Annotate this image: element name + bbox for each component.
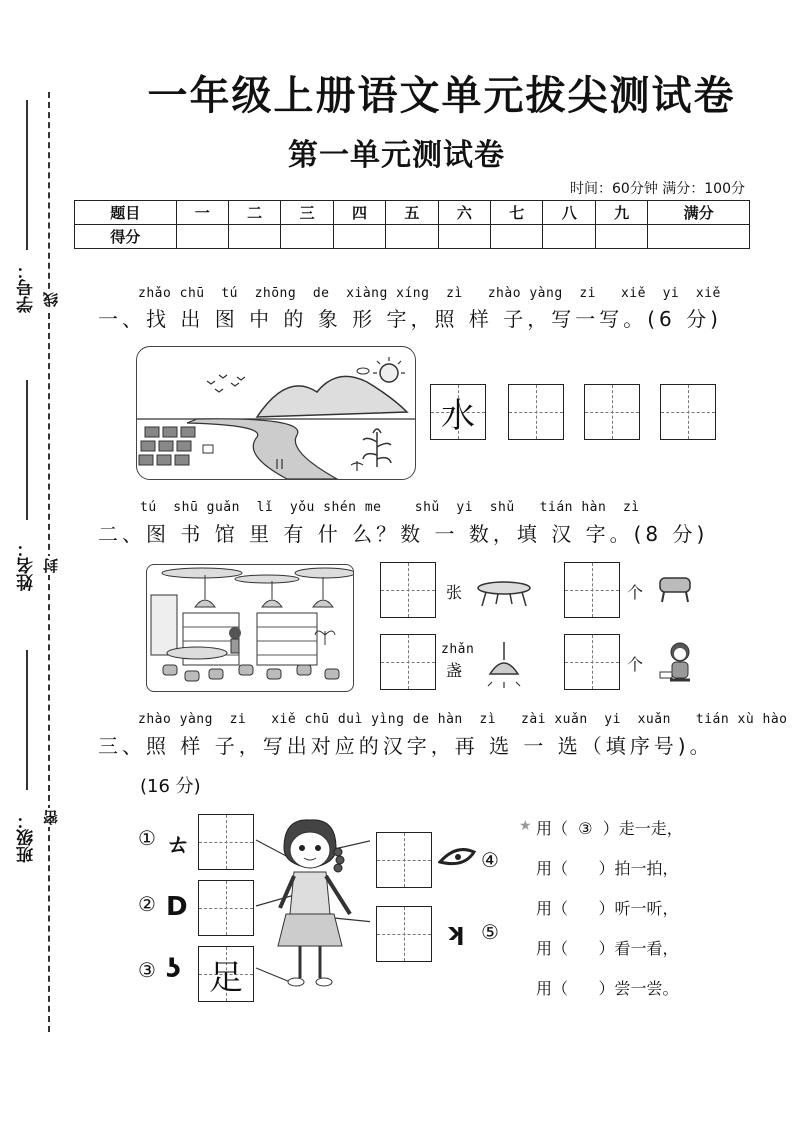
q3-answer-box-5[interactable] bbox=[376, 906, 432, 962]
marker-2: ② bbox=[138, 892, 156, 916]
score-header-cell: 七 bbox=[491, 201, 543, 225]
marker-1: ① bbox=[138, 826, 156, 850]
marker-4: ④ bbox=[481, 848, 499, 872]
score-header-row bbox=[75, 201, 750, 225]
q2-unit-zhang: 张 bbox=[446, 583, 463, 602]
score-table bbox=[74, 200, 750, 249]
score-cell[interactable] bbox=[543, 225, 595, 249]
library-picture bbox=[146, 564, 354, 692]
landscape-picture bbox=[136, 346, 416, 480]
score-header-cell: 满分 bbox=[648, 201, 750, 225]
q1-answer-box[interactable] bbox=[660, 384, 716, 440]
score-header-cell: 五 bbox=[386, 201, 438, 225]
choice-line[interactable]: 用（ ）尝一尝。 bbox=[536, 979, 679, 998]
q3-pinyin: zhào yàng zi xiě chū duì yìng de hàn zì zài xuǎn yi xuǎn tián xù hào bbox=[138, 712, 788, 727]
class-label: 班级： bbox=[17, 812, 37, 863]
class-line[interactable] bbox=[26, 650, 28, 790]
ancient-glyph-foot: ʖ bbox=[166, 954, 181, 984]
score-cell[interactable] bbox=[648, 225, 750, 249]
student-id-label: 学号： bbox=[17, 262, 37, 313]
score-row-label: 得分 bbox=[75, 225, 177, 249]
q1-heading: 一、找 出 图 中 的 象 形 字，照 样 子，写一写。(6 分) bbox=[98, 307, 722, 331]
choice-line[interactable]: 用（ ）看一看， bbox=[536, 939, 679, 958]
score-cell[interactable] bbox=[281, 225, 333, 249]
ancient-glyph-ear: ʞ bbox=[446, 918, 464, 946]
q2-zhan-pinyin: zhǎn bbox=[441, 642, 475, 657]
q1-example-char: 水 bbox=[441, 395, 475, 436]
table-icon bbox=[476, 580, 532, 608]
score-cell[interactable] bbox=[595, 225, 647, 249]
q2-heading: 二、图 书 馆 里 有 什 么？数 一 数，填 汉 字。(8 分) bbox=[98, 522, 709, 546]
page-subtitle: 第一单元测试卷 bbox=[288, 138, 505, 173]
q3-example-char: 足 bbox=[209, 957, 243, 998]
choice-line[interactable]: 用（ ）听一听， bbox=[536, 899, 679, 918]
score-header-cell: 四 bbox=[333, 201, 385, 225]
lamp-icon bbox=[484, 640, 524, 690]
q3-example-box bbox=[198, 946, 254, 1002]
student-id-line[interactable] bbox=[26, 100, 28, 250]
q2-pinyin: tú shū guǎn lǐ yǒu shén me shǔ yi shǔ tián hàn zì bbox=[140, 500, 640, 515]
q2-unit-ge-2: 个 bbox=[627, 655, 644, 674]
q2-stool-count-box[interactable] bbox=[564, 562, 620, 618]
score-cell[interactable] bbox=[491, 225, 543, 249]
seal-char-xian: 线 bbox=[42, 292, 60, 307]
seal-char-mi: 密 bbox=[42, 810, 60, 825]
score-header-cell: 八 bbox=[543, 201, 595, 225]
q3-answer-box-4[interactable] bbox=[376, 832, 432, 888]
score-input-row bbox=[75, 225, 750, 249]
score-cell[interactable] bbox=[386, 225, 438, 249]
q2-child-count-box[interactable] bbox=[564, 634, 620, 690]
score-header-cell: 九 bbox=[595, 201, 647, 225]
q3-heading: 三、照 样 子，写出对应的汉字，再 选 一 选（填序号)。 bbox=[98, 734, 714, 758]
marker-3: ③ bbox=[138, 958, 156, 982]
name-label: 姓名： bbox=[17, 540, 37, 591]
child-reading-icon bbox=[656, 640, 696, 688]
marker-5: ⑤ bbox=[481, 920, 499, 944]
choice-line[interactable]: 用（ ）拍一拍， bbox=[536, 859, 679, 878]
q2-lamp-count-box[interactable] bbox=[380, 634, 436, 690]
q2-table-count-box[interactable] bbox=[380, 562, 436, 618]
girl-picture bbox=[250, 818, 370, 998]
seal-char-feng: 封 bbox=[42, 558, 60, 573]
ancient-glyph-hand: D bbox=[166, 892, 188, 922]
q2-unit-zhan: 盏 bbox=[446, 661, 463, 680]
score-header-cell: 三 bbox=[281, 201, 333, 225]
q3-answer-box-1[interactable] bbox=[198, 814, 254, 870]
score-header-cell: 题目 bbox=[75, 201, 177, 225]
stool-icon bbox=[656, 574, 696, 606]
star-icon: ★ bbox=[519, 818, 532, 834]
score-cell[interactable] bbox=[176, 225, 228, 249]
score-header-cell: 六 bbox=[438, 201, 490, 225]
ancient-glyph-mouth: ㄊ bbox=[166, 830, 190, 858]
score-cell[interactable] bbox=[333, 225, 385, 249]
choice-line[interactable]: 用（ ③ ）走一走， bbox=[536, 819, 683, 838]
q1-answer-box[interactable] bbox=[584, 384, 640, 440]
score-cell[interactable] bbox=[438, 225, 490, 249]
score-header-cell: 二 bbox=[228, 201, 280, 225]
ancient-glyph-eye bbox=[438, 846, 476, 868]
name-line[interactable] bbox=[26, 380, 28, 520]
score-header-cell: 一 bbox=[176, 201, 228, 225]
page-title: 一年级上册语文单元拔尖测试卷 bbox=[147, 73, 736, 119]
score-cell[interactable] bbox=[228, 225, 280, 249]
q3-answer-box-2[interactable] bbox=[198, 880, 254, 936]
exam-meta: 时间：60分钟 满分：100分 bbox=[570, 181, 745, 197]
q3-points: (16 分) bbox=[140, 776, 201, 797]
q2-unit-ge-1: 个 bbox=[627, 583, 644, 602]
q1-example-box bbox=[430, 384, 486, 440]
q1-answer-box[interactable] bbox=[508, 384, 564, 440]
q1-pinyin: zhǎo chū tú zhōng de xiàng xíng zì zhào yàng zi xiě yi xiě bbox=[138, 286, 721, 301]
